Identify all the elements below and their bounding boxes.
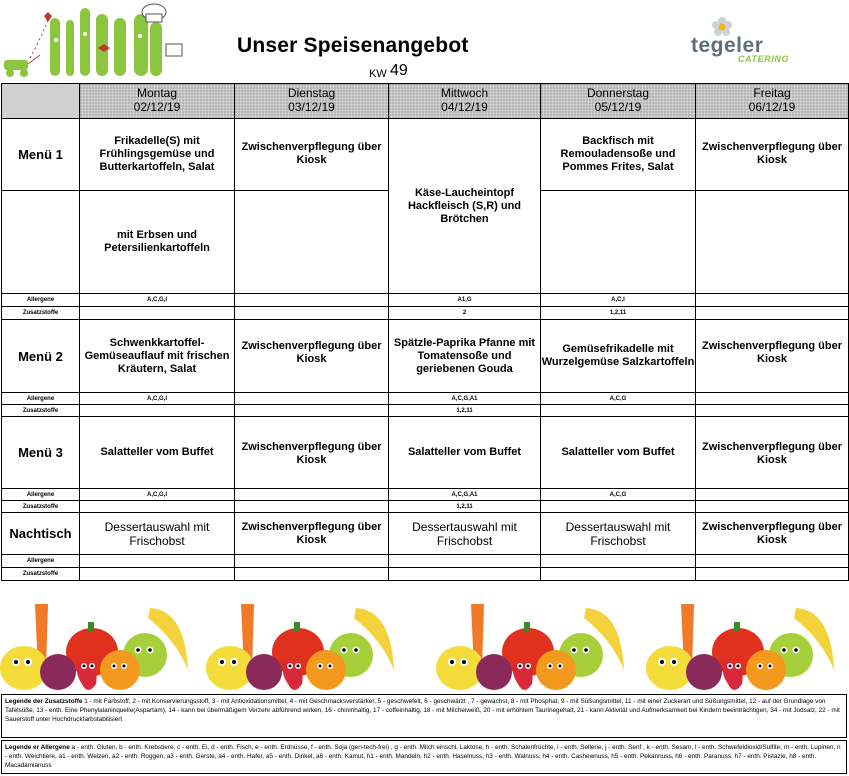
corner-cell bbox=[2, 84, 80, 119]
additives-label: Zusatzstoffe bbox=[2, 501, 80, 513]
additive-code bbox=[235, 405, 389, 417]
empty-cell bbox=[235, 555, 389, 568]
dessert-tuesday: Zwischenverpflegung über Kiosk bbox=[235, 513, 389, 555]
menu2-additives-row bbox=[2, 405, 849, 417]
day-header-thursday: Donnerstag 05/12/19 bbox=[541, 84, 696, 119]
empty-cell bbox=[541, 555, 696, 568]
additive-code: 1,2,11 bbox=[389, 405, 541, 417]
additive-code bbox=[541, 501, 696, 513]
allergen-code: A,C,G bbox=[541, 489, 696, 501]
menu2-wednesday: Spätzle-Paprika Pfanne mit Tomatensoße und geriebenen Gouda bbox=[389, 320, 541, 393]
allergen-code: A,C,G,A1 bbox=[389, 489, 541, 501]
allergen-code: A,C,G bbox=[541, 393, 696, 405]
empty-cell bbox=[541, 191, 696, 294]
additive-code bbox=[696, 501, 849, 513]
dessert-additives-row bbox=[2, 568, 849, 581]
menu1-monday: Frikadelle(S) mit Frühlingsgemüse und Butterkartoffeln, Salat bbox=[80, 119, 235, 191]
brand-name: tegeler bbox=[691, 34, 764, 57]
dessert-row bbox=[2, 513, 849, 555]
menu2-row bbox=[2, 320, 849, 393]
additive-code bbox=[696, 307, 849, 320]
empty-cell bbox=[235, 191, 389, 294]
allergens-label: Allergene bbox=[2, 393, 80, 405]
menu1-monday-alt: mit Erbsen und Petersilienkartoffeln bbox=[80, 191, 235, 294]
menu1-tuesday: Zwischenverpflegung über Kiosk bbox=[235, 119, 389, 191]
allergen-code bbox=[696, 489, 849, 501]
additive-code: 1,2,11 bbox=[541, 307, 696, 320]
menu1-wednesday: Käse-Laucheintopf Hackfleisch (S,R) und Brötchen bbox=[389, 119, 541, 294]
dessert-thursday: Dessertauswahl mit Frischobst bbox=[541, 513, 696, 555]
additives-legend-title: Legende der Zusatzstoffe bbox=[5, 698, 83, 705]
allergens-label: Allergene bbox=[2, 489, 80, 501]
additive-code bbox=[696, 405, 849, 417]
empty-cell bbox=[2, 191, 80, 294]
dessert-friday: Zwischenverpflegung über Kiosk bbox=[696, 513, 849, 555]
menu2-label: Menü 2 bbox=[2, 320, 80, 393]
day-header-monday: Montag 02/12/19 bbox=[80, 84, 235, 119]
allergen-code bbox=[696, 393, 849, 405]
menu3-thursday: Salatteller vom Buffet bbox=[541, 417, 696, 489]
allergen-code: A,C,G,A1 bbox=[389, 393, 541, 405]
allergens-label: Allergene bbox=[2, 294, 80, 307]
allergen-code bbox=[235, 393, 389, 405]
allergen-code bbox=[696, 294, 849, 307]
menu3-row bbox=[2, 417, 849, 489]
additive-code: 1,2,11 bbox=[389, 501, 541, 513]
menu1-friday: Zwischenverpflegung über Kiosk bbox=[696, 119, 849, 191]
additives-legend bbox=[1, 694, 847, 738]
empty-cell bbox=[235, 568, 389, 581]
allergen-code: A,C,I bbox=[541, 294, 696, 307]
calendar-week-label: KW bbox=[369, 68, 387, 80]
empty-cell bbox=[696, 191, 849, 294]
allergens-label: Allergene bbox=[2, 555, 80, 568]
additive-code bbox=[80, 405, 235, 417]
additive-code bbox=[541, 405, 696, 417]
allergen-code: A,C,G,I bbox=[80, 294, 235, 307]
menu3-monday: Salatteller vom Buffet bbox=[80, 417, 235, 489]
menu2-tuesday: Zwischenverpflegung über Kiosk bbox=[235, 320, 389, 393]
empty-cell bbox=[389, 568, 541, 581]
empty-cell bbox=[541, 568, 696, 581]
empty-cell bbox=[696, 555, 849, 568]
brand-subtitle: CATERING bbox=[738, 54, 790, 64]
page-title: Unser Speisenangebot bbox=[237, 34, 469, 57]
dessert-monday: Dessertauswahl mit Frischobst bbox=[80, 513, 235, 555]
menu3-tuesday: Zwischenverpflegung über Kiosk bbox=[235, 417, 389, 489]
empty-cell bbox=[80, 555, 235, 568]
day-header-friday: Freitag 06/12/19 bbox=[696, 84, 849, 119]
allergen-code: A,C,G,I bbox=[80, 489, 235, 501]
menu-table bbox=[1, 83, 849, 581]
additives-label: Zusatzstoffe bbox=[2, 568, 80, 581]
allergens-legend-text: a - enth. Gluten, b - enth. Krebstiere, c - enth. Ei, d - enth. Fisch, e - enth. Erdnüsse, f - enth. Soja (gen-tech-frei) , g - enth. Milch einschl. Laktose, h - enth. Schalenfrüchte, i - enth. Sellerie, j - enth. Senf , k - enth. Sesam, l - enth. Schwefeldioxid/Sulfite, m - enth. Lupinen, n - enth. Weichtiere, a1 - enth. Weizen, a2 - enth. Roggen, a3 - enth. Gerste, a4 - enth. Hafer, a5 - enth. Dinkel, a6 - enth. Kamut, h1 - enth. Mandeln, h2 - enth. Haselnuss, h3 - enth. Walnuss, h4 - enth. Cashewnuss, h5 - enth. Pekannuss, h6 - enth. Paranuss, h7 - enth. Pistazie, h8 - enth. Macadamianuss bbox=[5, 744, 841, 769]
menu3-label: Menü 3 bbox=[2, 417, 80, 489]
additive-code: 2 bbox=[389, 307, 541, 320]
dessert-wednesday: Dessertauswahl mit Frischobst bbox=[389, 513, 541, 555]
menu2-allergens-row bbox=[2, 393, 849, 405]
menu2-friday: Zwischenverpflegung über Kiosk bbox=[696, 320, 849, 393]
allergen-code: A1,G bbox=[389, 294, 541, 307]
calendar-week-value: 49 bbox=[390, 62, 408, 79]
menu1-thursday: Backfisch mit Remouladensoße und Pommes Frites, Salat bbox=[541, 119, 696, 191]
menu3-wednesday: Salatteller vom Buffet bbox=[389, 417, 541, 489]
menu3-friday: Zwischenverpflegung über Kiosk bbox=[696, 417, 849, 489]
menu3-additives-row bbox=[2, 501, 849, 513]
day-header-tuesday: Dienstag 03/12/19 bbox=[235, 84, 389, 119]
allergen-code bbox=[235, 489, 389, 501]
menu1-additives-row bbox=[2, 307, 849, 320]
additive-code bbox=[235, 501, 389, 513]
additives-legend-text: 1 - mit Farbstoff, 2 - mit Konservierungsstoff, 3 - mit Antioxidationsmittel, 4 - mit Geschmacksverstärker, 5 - geschwefelt, 6 - geschwärzt , 7 - gewachst, 8 - mit Phosphat, 9 - mit Süßungsmittel, 11 - mit einer Zuckerart und Süßungsmittel, 12 - auf der Grundlage von Tafelsüße, 13 - enth. Eine Phenylalaninquelle(Aspartam), 14 - kann bei übermäßigem Verzehr abführend wirken, 16 - chininhaltig, 17 - coffeinhaltig, 18 - mit Milcheiweiß, 20 - mit erhöhtem Taurinegehalt, 21 - kann Aktivität und Aufmerksamkeit bei Kindern beeinträchtigen, 34 - mit Jodsalz, 22 - mit Sauerstoff unter Hochdruckfarbstabilisiert bbox=[5, 698, 840, 723]
menu1-row bbox=[2, 119, 849, 191]
menu2-monday: Schwenkkartoffel-Gemüseauflauf mit frischen Kräutern, Salat bbox=[80, 320, 235, 393]
empty-cell bbox=[696, 568, 849, 581]
additive-code bbox=[235, 307, 389, 320]
dessert-allergens-row bbox=[2, 555, 849, 568]
allergen-code bbox=[235, 294, 389, 307]
dessert-label: Nachtisch bbox=[2, 513, 80, 555]
additive-code bbox=[80, 307, 235, 320]
menu2-thursday: Gemüsefrikadelle mit Wurzelgemüse Salzkartoffeln bbox=[541, 320, 696, 393]
empty-cell bbox=[389, 555, 541, 568]
menu3-allergens-row bbox=[2, 489, 849, 501]
allergen-code: A,C,G,I bbox=[80, 393, 235, 405]
menu1-label: Menü 1 bbox=[2, 119, 80, 191]
menu1-allergens-row bbox=[2, 294, 849, 307]
allergens-legend bbox=[1, 740, 847, 774]
allergens-legend-title: Legende er Allergene bbox=[5, 744, 70, 751]
day-header-wednesday: Mittwoch 04/12/19 bbox=[389, 84, 541, 119]
day-header-row bbox=[2, 84, 849, 119]
additives-label: Zusatzstoffe bbox=[2, 405, 80, 417]
cutlery-characters-logo bbox=[0, 0, 200, 80]
fruit-characters-illustration bbox=[0, 600, 849, 696]
empty-cell bbox=[80, 568, 235, 581]
additive-code bbox=[80, 501, 235, 513]
additives-label: Zusatzstoffe bbox=[2, 307, 80, 320]
